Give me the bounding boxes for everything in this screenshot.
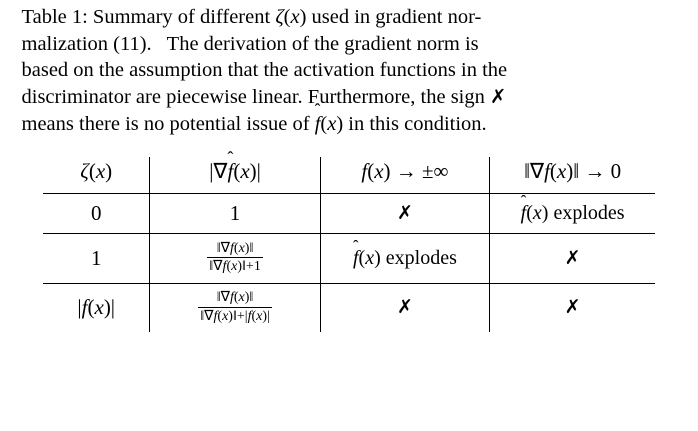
cross-mark-icon: ✗ bbox=[490, 84, 507, 108]
fraction: $\frac{‖\nabla f(x)‖}{‖\nabla f(x)‖+1}$ bbox=[209, 240, 261, 275]
cross-mark-icon: ✗ bbox=[564, 246, 581, 269]
col-header-zeta: ζ(x) bbox=[80, 159, 113, 184]
summary-table-wrapper bbox=[43, 157, 655, 332]
cell-grad bbox=[150, 283, 320, 332]
summary-table bbox=[43, 157, 655, 332]
fraction: $\frac{‖\nabla f(x)‖}{‖\nabla f(x)‖+|f(x)|}$ bbox=[200, 289, 270, 324]
cell-diverge bbox=[320, 283, 490, 332]
caption-line-5: means there is no potential issue of f(x) in this condition. bbox=[21, 112, 487, 135]
cell-zeta: 0 bbox=[90, 201, 102, 226]
cross-mark-icon: ✗ bbox=[564, 296, 581, 319]
table-caption bbox=[22, 4, 677, 137]
cross-mark-icon: ✗ bbox=[396, 202, 413, 225]
cell-grad: 1 bbox=[150, 194, 320, 234]
cell-vanish: f(x) explodes bbox=[490, 194, 655, 234]
caption-line-4: discriminator are piecewise linear. Furthermore, the sign ✗ bbox=[21, 84, 507, 108]
cell-diverge bbox=[320, 194, 490, 234]
table-row bbox=[43, 234, 655, 283]
cell-diverge: f(x) explodes bbox=[320, 234, 490, 283]
caption-line-1: Table 1: Summary of different ζ(x) used in gradient nor- bbox=[21, 6, 482, 28]
cross-mark-icon: ✗ bbox=[396, 296, 413, 319]
table-row bbox=[43, 283, 655, 332]
table-header-row bbox=[43, 157, 655, 194]
col-header-f-diverge: f(x) → ±∞ bbox=[320, 157, 490, 194]
cell-zeta: 1 bbox=[90, 245, 102, 270]
table-body bbox=[43, 194, 655, 332]
cell-grad bbox=[150, 234, 320, 283]
cell-vanish bbox=[490, 283, 655, 332]
col-header-grad-fhat: |∇ f(x)| bbox=[150, 157, 320, 194]
cell-zeta: |f(x)| bbox=[77, 295, 116, 320]
table-row bbox=[43, 194, 655, 234]
caption-line-3: based on the assumption that the activation functions in the bbox=[21, 59, 508, 82]
col-header-grad-vanish: ‖∇f(x)‖ → 0 bbox=[490, 157, 655, 194]
caption-line-2: malization (11). The derivation of the gradient norm is bbox=[21, 32, 479, 55]
cell-vanish bbox=[490, 234, 655, 283]
table-head bbox=[43, 157, 655, 194]
